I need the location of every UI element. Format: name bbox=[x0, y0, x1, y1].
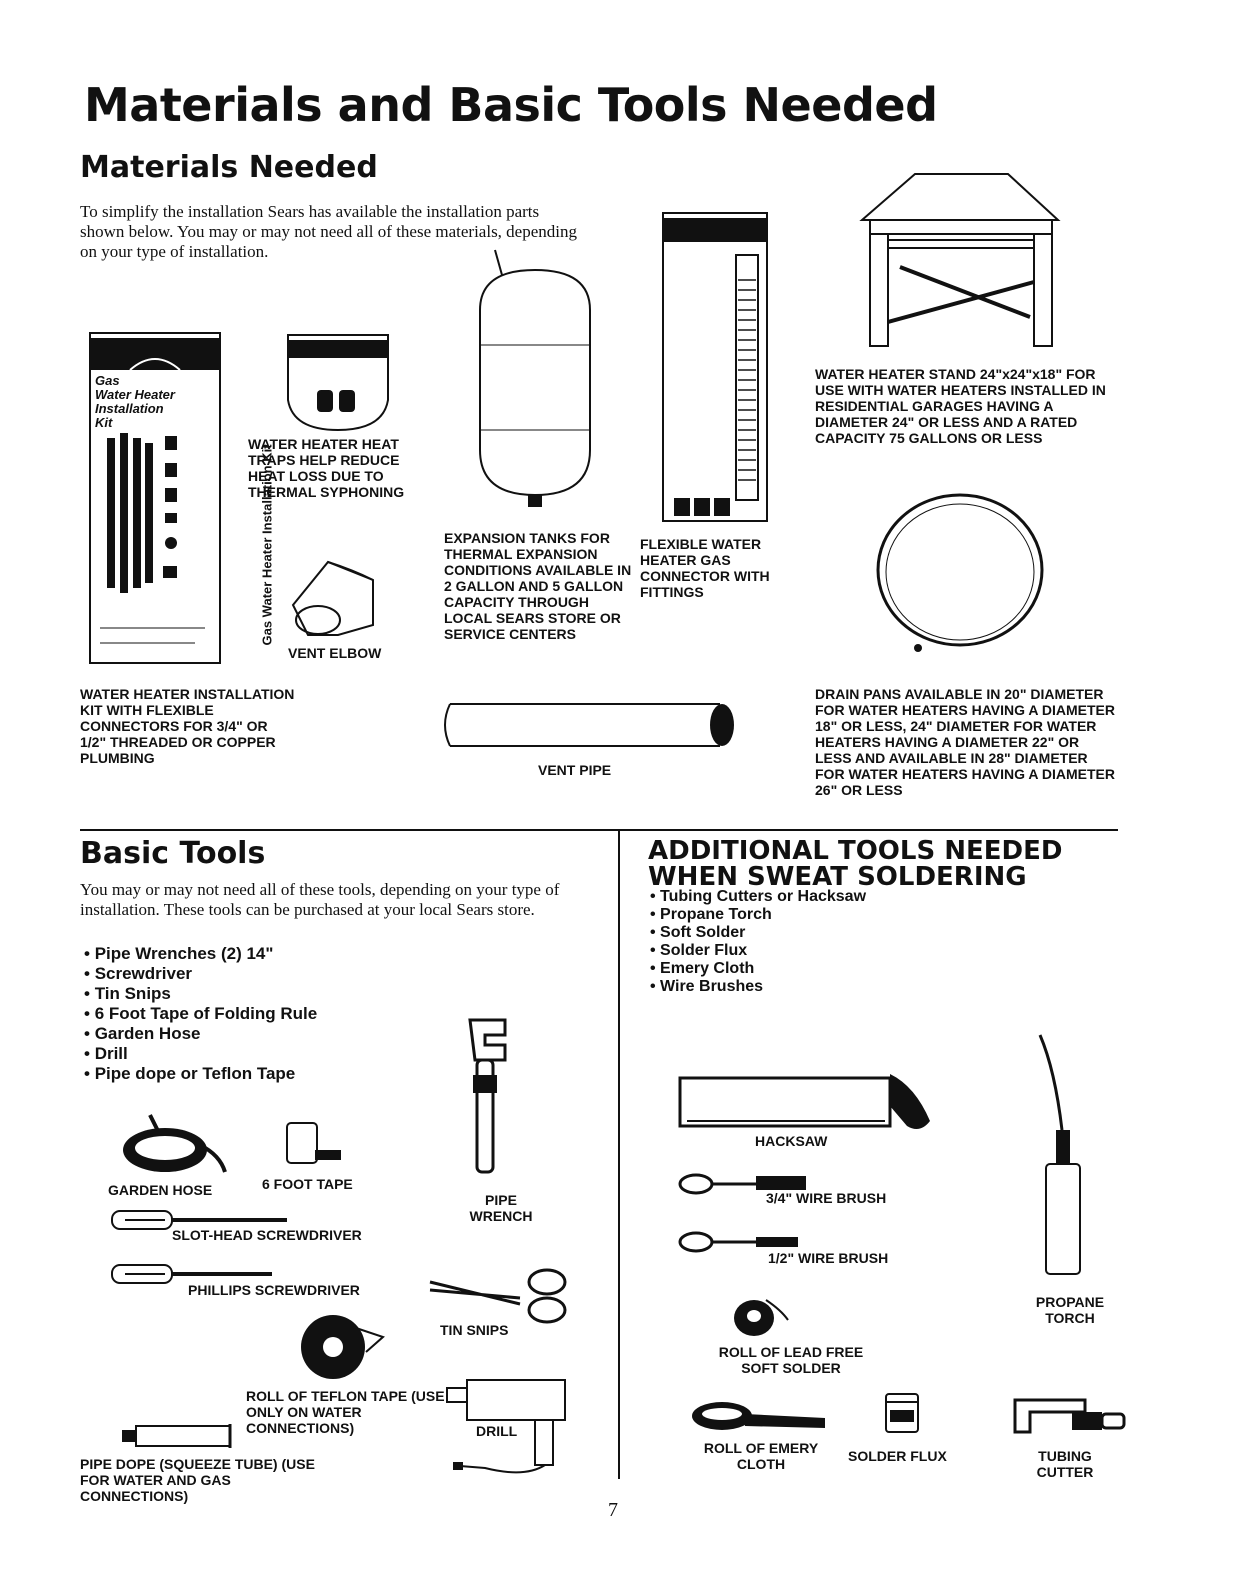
kit-label-line: Installation bbox=[95, 401, 164, 416]
garden-hose-caption: GARDEN HOSE bbox=[108, 1182, 213, 1198]
heat-traps-caption: WATER HEATER HEAT TRAPS HELP REDUCE HEAT LOSS DUE TO THERMAL SYPHONING bbox=[248, 436, 405, 500]
drain-pan-image bbox=[870, 490, 1050, 655]
list-item: • 6 Foot Tape of Folding Rule bbox=[84, 1004, 317, 1024]
vent-pipe-caption: VENT PIPE bbox=[538, 762, 612, 778]
list-item: • Soft Solder bbox=[650, 924, 866, 942]
kit-label-line: Water Heater bbox=[95, 387, 175, 402]
garden-hose-image bbox=[120, 1110, 230, 1175]
materials-heading: Materials Needed bbox=[80, 150, 378, 185]
vent-elbow-caption: VENT ELBOW bbox=[288, 645, 382, 661]
expansion-tank-image bbox=[470, 250, 600, 515]
list-item: • Screwdriver bbox=[84, 964, 317, 984]
column-divider bbox=[618, 829, 620, 1479]
wire-brush-34-caption: 3/4" WIRE BRUSH bbox=[766, 1190, 887, 1206]
section-divider bbox=[80, 829, 1118, 831]
list-item: • Garden Hose bbox=[84, 1024, 317, 1044]
pipe-dope-image bbox=[118, 1422, 243, 1450]
gas-connector-caption: FLEXIBLE WATER HEATER GAS CONNECTOR WITH FITTINGS bbox=[640, 536, 770, 600]
emery-caption: ROLL OF EMERY CLOTH bbox=[703, 1440, 819, 1472]
drill-caption: DRILL bbox=[476, 1423, 518, 1439]
slot-screwdriver-caption: SLOT-HEAD SCREWDRIVER bbox=[172, 1227, 362, 1243]
teflon-tape-image bbox=[298, 1312, 388, 1382]
additional-tools-heading-line2: WHEN SWEAT SOLDERING bbox=[648, 862, 1027, 892]
pipe-wrench-caption: PIPE WRENCH bbox=[469, 1192, 533, 1224]
vent-pipe-image bbox=[440, 700, 740, 750]
hacksaw-image bbox=[675, 1066, 945, 1136]
kit-label-line: Kit bbox=[95, 415, 113, 430]
additional-tools-heading-line1: ADDITIONAL TOOLS NEEDED bbox=[648, 836, 1063, 866]
list-item: • Propane Torch bbox=[650, 906, 866, 924]
kit-side-label: Gas Water Heater Installation Kit bbox=[259, 444, 275, 646]
heat-traps-image bbox=[283, 330, 393, 440]
water-heater-stand-image bbox=[860, 172, 1060, 352]
additional-tools-list bbox=[650, 888, 866, 996]
solder-roll-image bbox=[726, 1290, 796, 1340]
list-item: • Wire Brushes bbox=[650, 978, 866, 996]
page-number: 7 bbox=[608, 1499, 618, 1521]
materials-intro: To simplify the installation Sears has available the installation parts shown below. You may or may not need all of these materials, depending on your type of installation. bbox=[80, 202, 577, 261]
gas-connector-image bbox=[660, 210, 770, 525]
list-item: • Emery Cloth bbox=[650, 960, 866, 978]
propane-torch-caption: PROPANE TORCH bbox=[1035, 1294, 1105, 1326]
pipe-dope-caption: PIPE DOPE (SQUEEZE TUBE) (USE FOR WATER AND GAS CONNECTIONS) bbox=[80, 1456, 315, 1504]
teflon-tape-caption: ROLL OF TEFLON TAPE (USE ONLY ON WATER CONNECTIONS) bbox=[246, 1388, 445, 1436]
list-item: • Pipe Wrenches (2) 14" bbox=[84, 944, 317, 964]
solder-caption: ROLL OF LEAD FREE SOFT SOLDER bbox=[718, 1344, 864, 1376]
list-item: • Pipe dope or Teflon Tape bbox=[84, 1064, 317, 1084]
tape-caption: 6 FOOT TAPE bbox=[262, 1176, 353, 1192]
install-kit-caption: WATER HEATER INSTALLATION KIT WITH FLEXIBLE CONNECTORS FOR 3/4" OR 1/2" THREADED OR COPPER PLUMBING bbox=[80, 686, 295, 766]
pipe-wrench-image bbox=[455, 1015, 515, 1175]
kit-label-line: Gas bbox=[95, 373, 120, 388]
basic-tools-list bbox=[84, 944, 317, 1084]
emery-cloth-image bbox=[690, 1396, 830, 1436]
list-item: • Drill bbox=[84, 1044, 317, 1064]
tin-snips-caption: TIN SNIPS bbox=[440, 1322, 509, 1338]
page-title: Materials and Basic Tools Needed bbox=[84, 78, 938, 132]
vent-elbow-image bbox=[283, 550, 383, 640]
list-item: • Tubing Cutters or Hacksaw bbox=[650, 888, 866, 906]
basic-tools-heading: Basic Tools bbox=[80, 836, 266, 871]
wire-brush-12-caption: 1/2" WIRE BRUSH bbox=[768, 1250, 889, 1266]
additional-tools-heading bbox=[648, 838, 1062, 890]
basic-tools-intro: You may or may not need all of these tools, depending on your type of installation. These tools can be purchased at your local Sears store. bbox=[80, 880, 560, 919]
stand-caption: WATER HEATER STAND 24"x24"x18" FOR USE WITH WATER HEATERS INSTALLED IN RESIDENTIAL GARAGES HAVING A DIAMETER 24" OR LESS AND A RATED CAPACITY 75 GALLONS OR LESS bbox=[815, 366, 1106, 446]
hacksaw-caption: HACKSAW bbox=[755, 1133, 828, 1149]
solder-flux-image bbox=[882, 1390, 922, 1435]
kit-box-label bbox=[95, 374, 175, 430]
installation-kit-image bbox=[85, 328, 275, 668]
expansion-tanks-caption: EXPANSION TANKS FOR THERMAL EXPANSION CONDITIONS AVAILABLE IN 2 GALLON AND 5 GALLON CAPACITY THROUGH LOCAL SEARS STORE OR SERVICE CENTERS bbox=[444, 530, 632, 642]
phillips-screwdriver-caption: PHILLIPS SCREWDRIVER bbox=[188, 1282, 360, 1298]
tubing-cutter-image bbox=[1010, 1392, 1130, 1440]
list-item: • Tin Snips bbox=[84, 984, 317, 1004]
drain-pans-caption: DRAIN PANS AVAILABLE IN 20" DIAMETER FOR WATER HEATERS HAVING A DIAMETER 18" OR LESS, 24" DIAMETER FOR WATER HEATERS HAVING A DIAMETER 22" OR LESS AND AVAILABLE IN 28" DIAMETER FOR WATER HEATERS HAVING A DIAMETER 26" OR LESS bbox=[815, 686, 1115, 798]
propane-torch-image bbox=[1030, 1030, 1100, 1280]
tape-measure-image bbox=[285, 1118, 345, 1168]
list-item: • Solder Flux bbox=[650, 942, 866, 960]
flux-caption: SOLDER FLUX bbox=[848, 1448, 947, 1464]
tubing-cutter-caption: TUBING CUTTER bbox=[1036, 1448, 1094, 1480]
